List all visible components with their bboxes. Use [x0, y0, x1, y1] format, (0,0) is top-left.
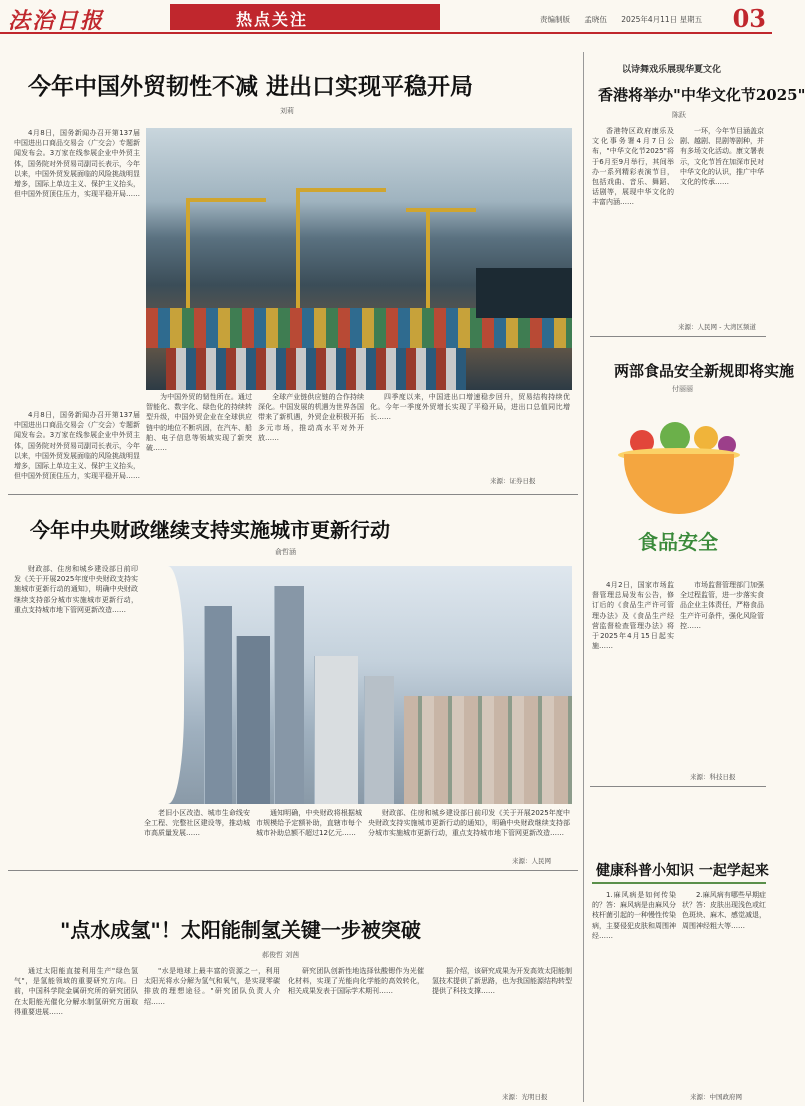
article4-column-2: 老旧小区改造、城市生命线安全工程、完整社区建设等，推动城市高质量发展……: [144, 809, 250, 838]
article2-byline: 陈跃: [672, 111, 686, 119]
article2-headline: 香港将举办"中华文化节2025": [598, 86, 805, 104]
issue-date: 2025年4月11日 星期五: [621, 15, 703, 24]
divider: [590, 336, 766, 337]
article5-column-3: 研究团队创新性地选择钛酸锶作为光催化材料，实现了光能向化学能的高效转化，相关成果发表于国际学术期刊……: [288, 967, 424, 996]
article2-kicker: 以诗舞戏乐展现华夏文化: [622, 65, 722, 75]
column-divider: [583, 52, 584, 1102]
article3-column-2: 市场监督管理部门加强全过程监管，进一步落实食品企业主体责任，严格食品生产许可条件，强化风险管控……: [680, 581, 764, 630]
article4-headline: 今年中央财政继续支持实施城市更新行动: [30, 518, 390, 542]
article1-headline: 今年中国外贸韧性不减 进出口实现平稳开局: [28, 73, 474, 100]
proof-label: 孟晓伍: [584, 15, 607, 24]
article4-byline: 俞哲涵: [275, 548, 296, 556]
article3-column-1: 4月2日，国家市场监督管理总局发布公告，修订后的《食品生产许可管理办法》及《食品生产经营监督检查管理办法》将于2025年4月15日起实施……: [592, 581, 674, 651]
food-safety-illustration: [590, 400, 766, 576]
article4-column-1: 财政部、住房和城乡建设部日前印发《关于开展2025年度中央财政支持实施城市更新行动的通知》，明确中央财政继续支持部分城市实施城市更新行动，重点支持城市地下管网更新改造……: [14, 565, 138, 614]
article3-credit: 来源：科技日报: [690, 773, 736, 781]
page-number: 03: [732, 4, 766, 33]
article4-column-3: 通知明确，中央财政将根据城市规模给予定额补助，直辖市每个城市补助总额不超过12亿元……: [256, 809, 362, 838]
article6-column-1: 1.麻风病是如何传染的？答：麻风病是由麻风分枝杆菌引起的一种慢性传染病，主要侵犯皮肤和周围神经……: [592, 891, 676, 940]
article4-column-4: 财政部、住房和城乡建设部日前印发《关于开展2025年度中央财政支持实施城市更新行动的通知》，明确中央财政继续支持部分城市实施城市更新行动，重点支持城市地下管网更新改造……: [368, 809, 570, 838]
article5-column-1: 通过太阳能直接利用生产"绿色氢气"，是氢能领域的重要研究方向。日前，中国科学院金属研究所的研究团队在太阳能光催化分解水制氢研究方面取得重要进展……: [14, 967, 138, 1016]
article6-headline: 健康科普小知识 一起学起来: [596, 863, 769, 879]
article2-credit: 来源：人民网 - 大湾区频道: [678, 323, 756, 331]
article6-rule: [592, 882, 766, 884]
article5-byline: 郝俊哲 刘茜: [262, 951, 300, 959]
article1-column-2: 为中国外贸的韧性所在。通过智能化、数字化、绿色化的持续转型升级，中国外贸企业在全球供应链中的地位不断巩固，在汽车、船舶、电子信息等领域实现了新突破……: [146, 393, 252, 453]
port-container-photo: [146, 128, 572, 390]
article1-credit: 来源：证券日报: [490, 477, 536, 485]
article6-credit: 来源：中国政府网: [690, 1093, 742, 1101]
article1-column-4: 四季度以来，中国进出口增速稳步回升，贸易结构持续优化。今年一季度外贸增长实现了平稳开局，进出口总值同比增长……: [370, 393, 570, 422]
newspaper-logo: 法治日报: [8, 8, 105, 34]
article1-column-1b: 4月8日，国务新闻办召开第137届中国进出口商品交易会（广交会）专题新闻发布会。3万家在线参展企业中外贸主体，国务院对外贸易司副司长表示，今年以来，中国外贸发展面临的风险挑战明显增多，国际上单边主义、保护主义抬头，但中国外贸顶住压力，实现平稳开局……: [14, 411, 140, 481]
article6-column-2: 2.麻风病有哪些早期症状？答：皮肤出现浅色或红色斑块、麻木、感觉减退，周围神经粗大等……: [682, 891, 766, 930]
article1-column-1: 4月8日，国务新闻办召开第137届中国进出口商品交易会（广交会）专题新闻发布会。3万家在线参展企业中外贸主体，国务院对外贸易司副司长表示，今年以来，中国外贸发展面临的风险挑战明显增多，国际上单边主义、保护主义抬头，但中国外贸顶住压力，实现平稳开局……: [14, 129, 140, 199]
article5-credit: 来源：光明日报: [502, 1093, 548, 1101]
article5-headline: "点水成氢"！太阳能制氢关键一步被突破: [60, 918, 421, 942]
article2-column-2: 一环，今年节目涵盖京剧、越剧、昆剧等剧种，并有多场文化活动。康文署表示，文化节旨在加深市民对中华文化的认识，推广中华文化的传承……: [680, 127, 764, 187]
article3-headline: 两部食品安全新规即将实施: [614, 362, 795, 380]
article3-byline: 付丽丽: [672, 385, 693, 393]
article4-credit: 来源：人民网: [512, 857, 551, 865]
section-title: 热点关注: [236, 10, 309, 29]
page-meta: [540, 14, 714, 25]
editor-label: 责编制版: [540, 15, 570, 24]
masthead: [0, 0, 772, 34]
article5-column-2: "水是地球上最丰富的资源之一，利用太阳光将水分解为氢气和氧气，是实现零碳排放的理想途径。"研究团队负责人介绍……: [144, 967, 280, 1006]
divider: [590, 786, 766, 787]
divider: [8, 494, 578, 495]
article5-column-4: 据介绍，该研究成果为开发高效太阳能制氢技术提供了新思路，也为我国能源结构转型提供了科技支撑……: [432, 967, 572, 996]
article1-byline: 刘莉: [280, 107, 294, 115]
divider: [8, 870, 578, 871]
section-banner: [170, 4, 440, 30]
food-safety-label: 食品安全: [638, 530, 718, 554]
article2-column-1: 香港特区政府康乐及文化事务署4月7日公布，"中华文化节2025"将于6月至9月举行，其间举办一系列精彩表演节目，包括戏曲、音乐、舞蹈、话剧等，展现中华文化的丰富内涵……: [592, 127, 674, 207]
article1-column-3: 全球产业链供应链的合作持续深化。中国发展的机遇为世界各国带来了新机遇，外贸企业积极开拓多元市场，推动高水平对外开放……: [258, 393, 364, 442]
city-skyline-photo: [144, 566, 572, 804]
